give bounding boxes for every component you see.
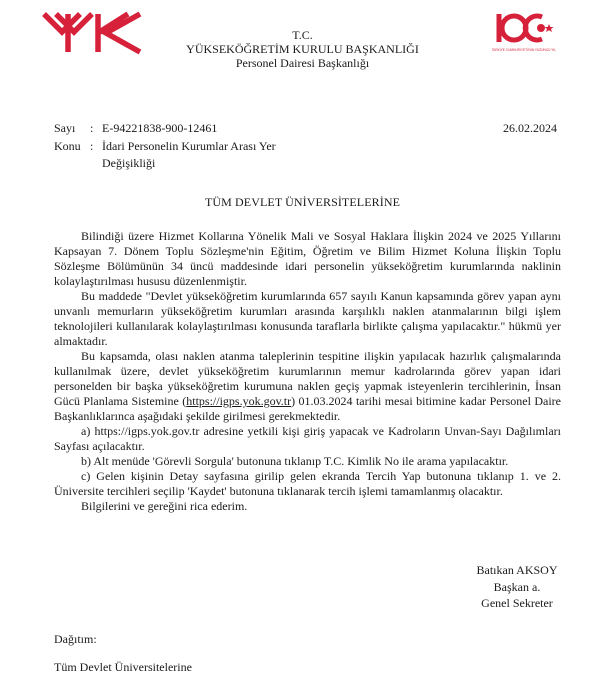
addressee: TÜM DEVLET ÜNİVERSİTELERİNE bbox=[204, 195, 401, 209]
distribution-recipient: Tüm Devlet Üniversitelerine bbox=[54, 660, 192, 674]
paragraph-3 bbox=[54, 349, 561, 424]
paragraph-3-part2: ) 01.03.2024 tarihi mesai bitimine kadar Personel Daire Başkanlıklarınca aşağıdaki şekilde girilmesi gerekmektedir. bbox=[54, 394, 561, 423]
konu-label: Konu bbox=[54, 139, 81, 153]
svg-text:TÜRKİYE CUMHURİYETİ'NİN YÜZÜNC: TÜRKİYE CUMHURİYETİ'NİN YÜZÜNCÜ YILI bbox=[492, 48, 556, 52]
paragraph-1: Bilindiği üzere Hizmet Kollarına Yönelik Mali ve Sosyal Haklara İlişkin 2024 ve 2025 Yıllarını Kapsayan 7. Dönem Toplu Sözleşme'nin Eğitim, Öğretim ve Bilim Hizmet Koluna İlişkin Toplu Sözleşme Bölümünün 34 üncü maddesinde idari personelin yükseköğretim kurumlarında naklinin kolaylaştırılması hususu düzenlenmiştir. bbox=[54, 229, 561, 288]
document-date: 26.02.2024 bbox=[503, 121, 557, 135]
paragraph-2: Bu maddede "Devlet yükseköğretim kurumlarında 657 sayılı Kanun kapsamında görev yapan aynı unvanlı memurların yükseköğretim kurumları arasında karşılıklı naklen atanmalarının bilgi işlem teknolojileri kullanılarak kolaylaştırılması konusunda taraflarla birlikte çalışma yapılacaktır." hükmü yer almaktadır. bbox=[54, 289, 561, 348]
closing-line: Bilgilerini ve gereğini rica ederim. bbox=[81, 499, 248, 513]
list-item-b: b) Alt menüde 'Görevli Sorgula' butonuna tıklanıp T.C. Kimlik No ile arama yapılacaktır. bbox=[81, 454, 509, 468]
letterhead bbox=[0, 8, 605, 70]
igps-link[interactable]: https://igps.yok.gov.tr bbox=[186, 394, 292, 408]
paragraph-3-part1: Bu kapsamda, olası naklen atanma taleplerinin tespitine ilişkin yapılacak hazırlık çalışmalarında kullanılmak üzere, devlet yükseköğretim kurumlarının memur kadrolarında görev yapan idari personelden bir başka yükseköğretim kurumuna naklen geçiş yapmak isteyenlerin tercihlerinin, İnsan Gücü Planlama Sistemine ( bbox=[54, 349, 561, 408]
konu-row bbox=[54, 139, 276, 153]
sayi-colon: : bbox=[90, 121, 94, 135]
konu-value-line2: Değişikliği bbox=[102, 156, 156, 170]
sayi-row bbox=[54, 121, 217, 135]
letter-body bbox=[54, 229, 561, 514]
sayi-value: E-94221838-900-12461 bbox=[102, 121, 218, 135]
konu-colon: : bbox=[90, 139, 94, 153]
signature-block bbox=[452, 562, 582, 612]
header-department: Personel Dairesi Başkanlığı bbox=[235, 56, 370, 70]
header-tc: T.C. bbox=[292, 28, 313, 42]
signatory-title-2: Genel Sekreter bbox=[481, 596, 553, 610]
konu-value-line1: İdari Personelin Kurumlar Arası Yer bbox=[102, 139, 276, 153]
sayi-label: Sayı bbox=[54, 121, 76, 135]
list-item-c: c) Gelen kişinin Detay sayfasına girilip gelen ekranda Tercih Yap butonuna tıklanıp 1. ve 2. Üniversite tercihleri seçilip 'Kaydet' butonuna tıklanarak tercih işlemi tamamlanmış olacaktır. bbox=[54, 469, 561, 498]
signatory-title-1: Başkan a. bbox=[493, 579, 541, 594]
distribution-label: Dağıtım: bbox=[54, 632, 97, 646]
signatory-name: Batıkan AKSOY bbox=[476, 563, 558, 577]
list-item-a: a) https://igps.yok.gov.tr adresine yetkili kişi giriş yapacak ve Kadroların Unvan-Sayı Dağılımları Sayfası açılacaktır. bbox=[54, 424, 561, 453]
header-institution: YÜKSEKÖĞRETİM KURULU BAŞKANLIĞI bbox=[186, 42, 419, 56]
